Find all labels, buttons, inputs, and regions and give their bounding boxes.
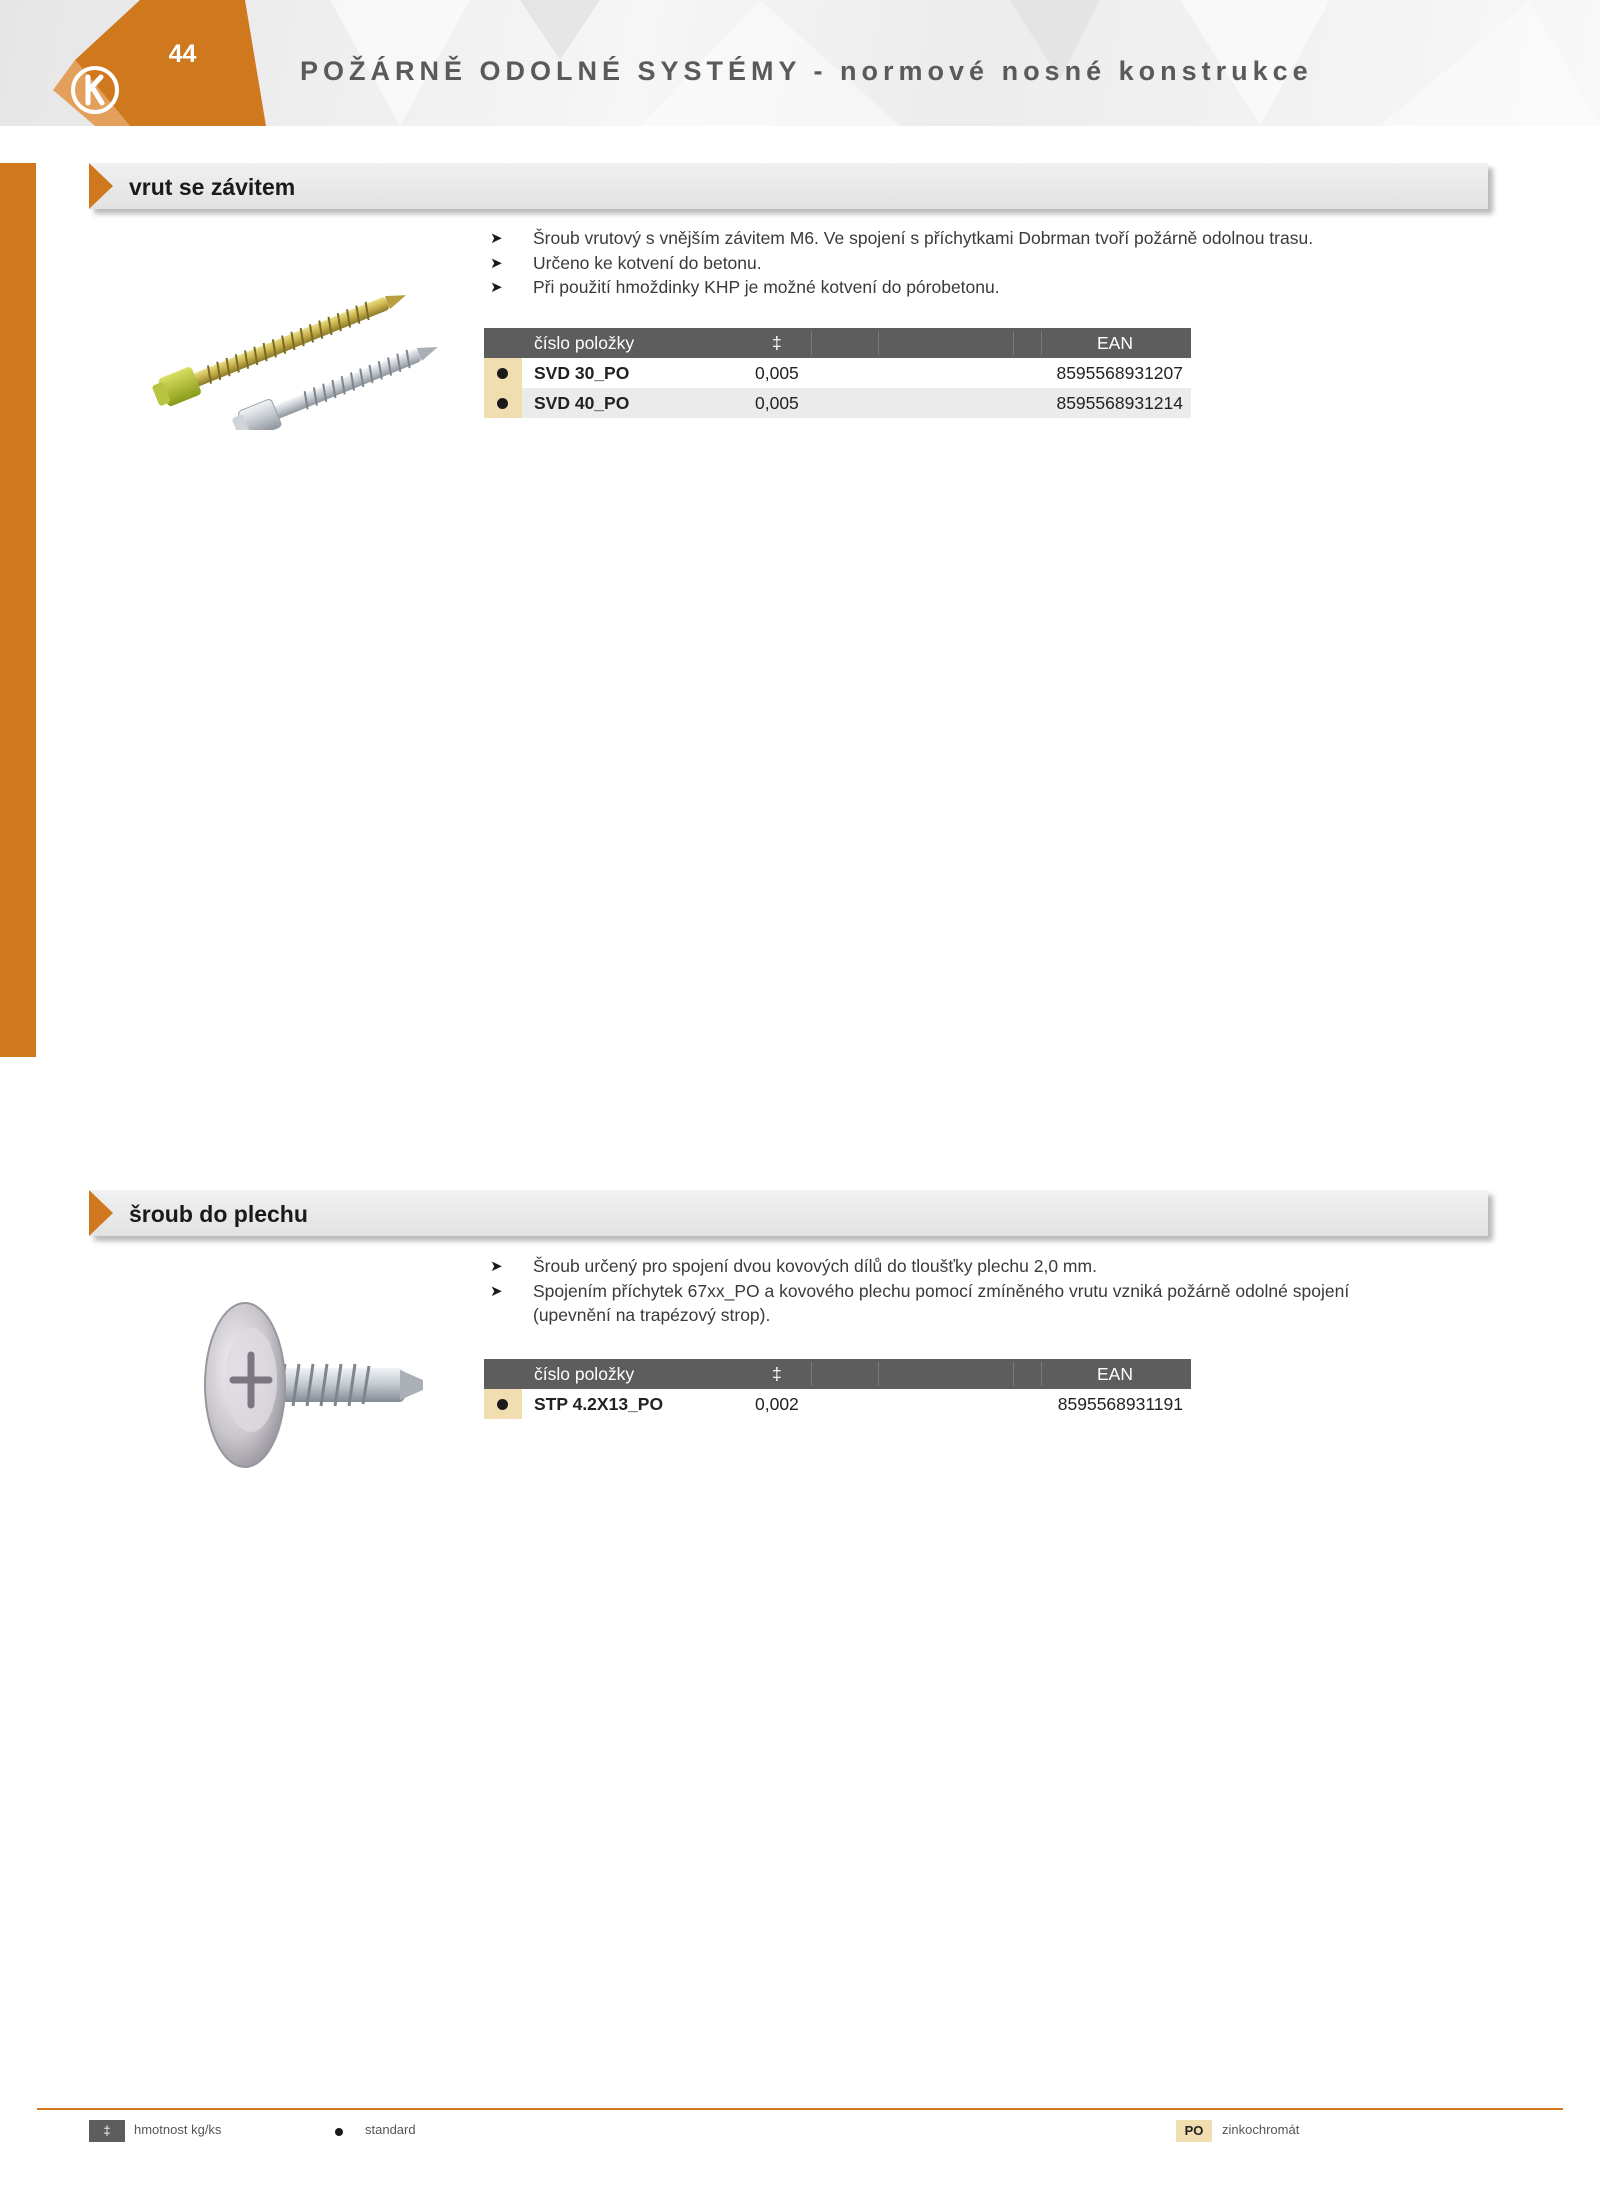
page-number-tab	[0, 0, 270, 126]
legend-standard-label: standard	[365, 2122, 416, 2137]
item-code: SVD 40_PO	[534, 393, 630, 413]
table-row	[484, 358, 1191, 388]
sheet-metal-screw-image	[195, 1300, 425, 1475]
standard-marker	[484, 358, 522, 388]
product-table	[484, 1359, 1191, 1419]
bullet-item: ➤ Šroub vrutový s vnějším závitem M6. Ve spojení s příchytkami Dobrman tvoří požárně odolnou trasu.	[490, 226, 1420, 251]
legend-po-label: zinkochromát	[1222, 2122, 1300, 2137]
bullet-item: ➤ Spojením příchytek 67xx_PO a kovového plechu pomocí zmíněného vrutu vzniká požárně odolné spojení (upevnění na trapézový strop).	[490, 1280, 1350, 1325]
legend-weight-symbol: ‡	[89, 2120, 125, 2142]
bullet-item: ➤ Určeno ke kotvení do betonu.	[490, 251, 1420, 276]
section-arrow-icon	[89, 1190, 113, 1236]
threaded-screw-image	[140, 280, 440, 430]
table-row	[484, 388, 1191, 418]
column-header-weight: ‡	[772, 333, 782, 353]
item-ean: 8595568931214	[1056, 393, 1183, 413]
column-header-code: číslo položky	[534, 333, 635, 353]
section-title: vrut se závitem	[129, 174, 296, 200]
table-header	[484, 328, 1191, 358]
section-arrow-icon	[89, 163, 113, 209]
product-table	[484, 328, 1191, 418]
item-ean: 8595568931207	[1056, 363, 1183, 383]
page-title: POŽÁRNĚ ODOLNÉ SYSTÉMY - normové nosné konstrukce	[300, 56, 1313, 86]
section-bullets	[490, 226, 1420, 300]
bullet-item: ➤ Šroub určený pro spojení dvou kovových dílů do tloušťky plechu 2,0 mm.	[490, 1254, 1420, 1279]
footer-divider	[37, 2108, 1563, 2110]
column-header-ean: EAN	[1097, 333, 1133, 353]
bullet-item: ➤ Při použití hmoždinky KHP je možné kotvení do pórobetonu.	[490, 275, 1420, 300]
item-weight: 0,005	[755, 393, 799, 413]
item-code: SVD 30_PO	[534, 363, 630, 383]
column-header-weight: ‡	[772, 1364, 782, 1384]
section-heading-sroub	[89, 1190, 1488, 1236]
arrow-bullet-icon: ➤	[490, 1258, 503, 1275]
item-weight: 0,005	[755, 363, 799, 383]
section-title: šroub do plechu	[129, 1201, 308, 1227]
arrow-bullet-icon: ➤	[490, 1282, 503, 1300]
column-header-ean: EAN	[1097, 1364, 1133, 1384]
arrow-bullet-icon: ➤	[490, 279, 503, 296]
legend-standard-dot-icon	[335, 2128, 343, 2136]
standard-marker	[484, 388, 522, 418]
page-number: 44	[168, 40, 197, 68]
company-logo-icon	[69, 64, 121, 116]
table-row	[484, 1389, 1191, 1419]
item-ean: 8595568931191	[1057, 1394, 1183, 1414]
legend-weight-label: hmotnost kg/ks	[134, 2122, 222, 2137]
arrow-bullet-icon: ➤	[490, 254, 503, 272]
section-bullets	[490, 1254, 1420, 1328]
side-accent-bar	[0, 163, 36, 1057]
column-header-code: číslo položky	[534, 1364, 635, 1384]
table-header	[484, 1359, 1191, 1389]
item-weight: 0,002	[755, 1394, 799, 1414]
arrow-bullet-icon: ➤	[490, 230, 503, 247]
legend-po-badge: PO	[1176, 2120, 1212, 2142]
item-code: STP 4.2X13_PO	[534, 1394, 664, 1414]
standard-marker	[484, 1389, 522, 1419]
section-heading-vrut	[89, 163, 1488, 209]
